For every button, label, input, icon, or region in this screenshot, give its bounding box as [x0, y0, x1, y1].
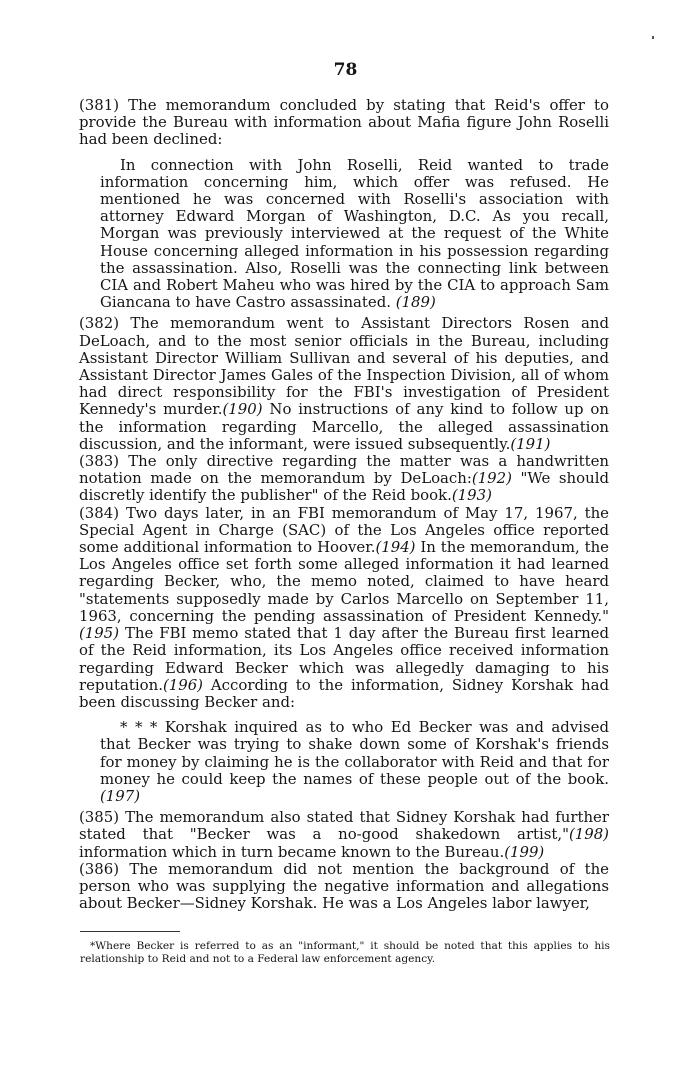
paragraph-text: In the memorandum, the Los Angeles office set forth some alleged information it had learned regarding Becker, who, the memo noted, claimed to have heard "statements supposedly made by Carlos Marcello on September 11, 1963, concerning the pending assassination of President Kennedy.": [79, 538, 609, 625]
paragraph-number: (381): [79, 96, 120, 114]
block-quote-roselli: [79, 157, 609, 312]
citation: (194): [375, 538, 416, 557]
paragraph-text: Two days later, in an FBI memorandum of May 17, 1967, the Special Agent in Charge (SAC) of the Los Angeles office reported some additional information to Hoover.: [79, 503, 609, 557]
paragraph-381: [79, 97, 609, 149]
citation: (190): [222, 400, 263, 419]
citation: (198): [568, 825, 609, 844]
body-text: [79, 97, 609, 912]
paragraph-382: [79, 315, 609, 453]
quote-body: In connection with John Roselli, Reid wanted to trade information concerning him, which offer was refused. He mentioned he was concerned with Roselli's association with attorney Edward Morgan of Washington, D.C. As you recall, Morgan was previously interviewed at the request of the White House concerning alleged information in his possession regarding the assassination. Also, Roselli was the connecting link between CIA and Robert Maheu who was hired by the CIA to approach Sam Giancana to have Castro assassinated.: [100, 155, 609, 312]
block-quote-korshak: [79, 719, 609, 805]
paragraph-text: The FBI memo stated that 1 day after the Bureau first learned of the Reid information, its Los Angeles office received information regarding Edward Becker which was allegedly damaging to his reputation.: [79, 624, 609, 694]
paragraph-number: (386): [79, 859, 120, 878]
citation: (196): [162, 675, 203, 694]
quote-text: [100, 719, 609, 805]
paragraph-383: [79, 453, 609, 505]
quote-body: * * * Korshak inquired as to who Ed Becker was and advised that Becker was trying to shake down some of Korshak's friends for money by claiming he is the collaborator with Reid and that for money he could keep the names of these people out of the book.: [100, 718, 609, 788]
paragraph-386: [79, 861, 609, 913]
paragraph-text: information which in turn became known to the Bureau.: [79, 842, 505, 861]
citation: (197): [100, 786, 141, 805]
citation: (189): [395, 293, 436, 312]
paragraph-number: (384): [79, 503, 120, 522]
scan-mark: [652, 36, 654, 39]
paragraph-text: The only directive regarding the matter was a handwritten notation made on the memorandum by DeLoach:: [79, 452, 609, 488]
paragraph-number: (385): [79, 808, 120, 827]
footnote: *Where Becker is referred to as an "informant," it should be noted that this applies to his relationship to Reid and not to a Federal law enforcement agency.: [80, 940, 610, 965]
citation: (193): [451, 486, 492, 505]
paragraph-number: (382): [79, 314, 120, 333]
citation: (195): [79, 624, 120, 643]
citation: (191): [510, 434, 551, 453]
paragraph-385: [79, 809, 609, 861]
paragraph-text: "We should discretly identify the publisher" of the Reid book.: [79, 469, 609, 505]
paragraph-text: The memorandum did not mention the background of the person who was supplying the negative information and allegations about Becker—Sidney Korshak. He was a Los Angeles labor lawyer,: [79, 859, 609, 913]
paragraph-text: The memorandum concluded by stating that Reid's offer to provide the Bureau with information about Mafia figure John Roselli had been declined:: [79, 96, 609, 149]
paragraph-text: The memorandum went to Assistant Directors Rosen and DeLoach, and to the most senior officials in the Bureau, including Assistant Director William Sullivan and several of his deputies, and Assistant Director James Gales of the Inspection Division, all of whom had direct responsibility for the FBI's investigation of President Kennedy's murder.: [79, 314, 609, 419]
quote-text: [100, 157, 609, 312]
paragraph-text: The memorandum also stated that Sidney Korshak had further stated that "Becker was a no-good shakedown artist,": [79, 808, 609, 844]
paragraph-number: (383): [79, 452, 120, 471]
citation: (199): [504, 842, 545, 861]
paragraph-text: No instructions of any kind to follow up on the information regarding Marcello, the alleged assassination discussion, and the informant, were issued subsequently.: [79, 400, 609, 453]
paragraph-384: [79, 505, 609, 711]
citation: (192): [471, 469, 512, 488]
paragraph-text: According to the information, Sidney Korshak had been discussing Becker and:: [79, 675, 609, 711]
page-number: 78: [333, 60, 358, 80]
footnote-divider: [80, 931, 180, 932]
